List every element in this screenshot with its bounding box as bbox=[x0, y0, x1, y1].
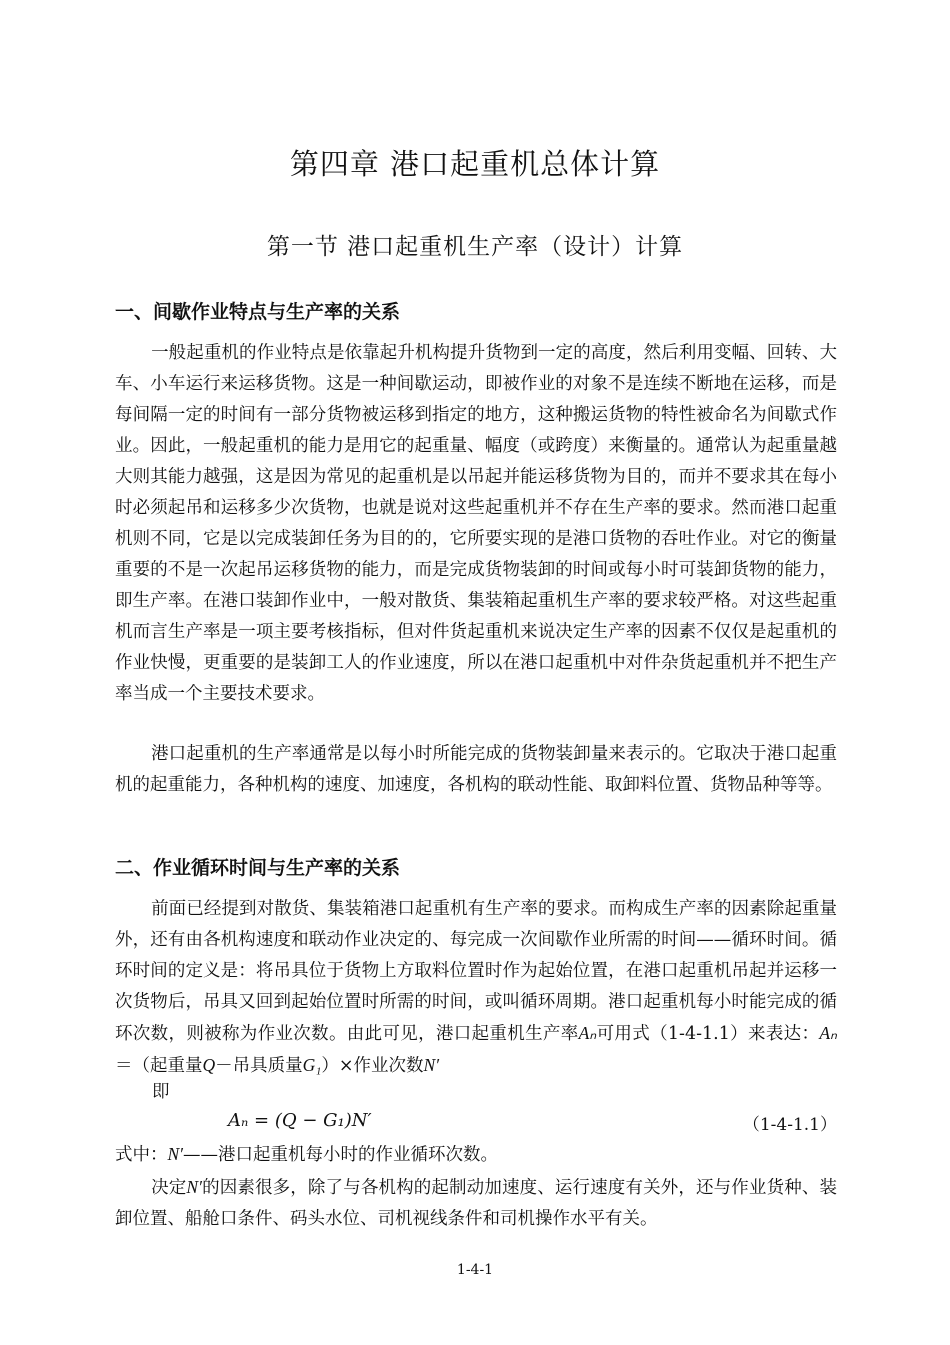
paragraph-3-tail-c: －吊具质量 bbox=[215, 1056, 303, 1076]
paragraph-4-a: 决定 bbox=[151, 1178, 187, 1198]
symbol-Nprime: N′ bbox=[423, 1055, 440, 1075]
symbol-Q: Q bbox=[202, 1055, 216, 1075]
paragraph-1-text: 一般起重机的作业特点是依靠起升机构提升货物到一定的高度，然后利用变幅、回转、大车、小车运行来运移货物。这是一种间歇运动，即被作业的对象不是连续不断地在运移，而是每间隔一定的时间有一部分货物被运移到指定的地方，这种搬运货物的特性被命名为间歇式作业。因此，一般起重机的能力是用它的起重量、幅度（或跨度）来衡量的。通常认为起重量越大则其能力越强，这是因为常见的起重机是以吊起并能运移货物为目的，而并不要求其在每小时必须起吊和运移多少次货物，也就是说对这些起重机并不存在生产率的要求。然而港口起重机则不同，它是以完成装卸任务为目的的，它所要实现的是港口货物的吞吐作业。对它的衡量重要的不是一次起吊运移货物的能力，而是完成货物装卸的时间或每小时可装卸货物的能力，即生产率。在港口装卸作业中，一般对散货、集装箱起重机生产率的要求较严格。对这些起重机而言生产率是一项主要考核指标，但对件货起重机来说决定生产率的因素不仅仅是起重机的作业快慢，更重要的是装卸工人的作业速度，所以在港口起重机中对件杂货起重机并不把生产率当成一个主要技术要求。 bbox=[115, 343, 837, 704]
paragraph-2-text: 港口起重机的生产率通常是以每小时所能完成的货物装卸量来表示的。它取决于港口起重机的起重能力，各种机构的速度、加速度，各机构的联动性能、取卸料位置、货物品种等等。 bbox=[115, 744, 837, 795]
symbol-Nprime-3: N′ bbox=[186, 1177, 202, 1197]
paragraph-3 bbox=[115, 894, 837, 1082]
symbol-G1: G₁ bbox=[302, 1055, 322, 1075]
paragraph-3-tail-a: 可用式（1-4-1.1）来表达： bbox=[596, 1024, 820, 1044]
page-number: 1-4-1 bbox=[456, 1262, 494, 1278]
paragraph-4-b: 的因素很多，除了与各机构的起制动加速度、运行速度有关外，还与作业货种、装卸位置、船舱口条件、码头水位、司机视线条件和司机操作水平有关。 bbox=[115, 1178, 837, 1229]
paragraph-3-tail-b: ＝（起重量 bbox=[115, 1056, 203, 1076]
paragraph-2 bbox=[115, 739, 837, 801]
paragraph-3-tail-d: ）×作业次数 bbox=[321, 1056, 424, 1076]
paragraph-1 bbox=[115, 338, 837, 710]
where-prefix: 式中： bbox=[115, 1145, 168, 1165]
symbol-An-2: Aₙ bbox=[819, 1023, 837, 1043]
heading-1: 一、间歇作业特点与生产率的关系 bbox=[115, 301, 401, 323]
equation-number: （1-4-1.1） bbox=[742, 1115, 837, 1135]
chapter-title: 第四章 港口起重机总体计算 bbox=[289, 147, 661, 181]
paragraph-4 bbox=[115, 1172, 837, 1235]
paragraph-3-text: 前面已经提到对散货、集装箱港口起重机有生产率的要求。而构成生产率的因素除起重量外，还有由各机构速度和联动作业决定的、每完成一次间歇作业所需的时间——循环时间。循环时间的定义是：将吊具位于货物上方取料位置时作为起始位置，在港口起重机吊起并运移一次货物后，吊具又回到起始位置时所需的时间，或叫循环周期。港口起重机每小时能完成的循环次数，则被称为作业次数。由此可见，港口起重机生产率 bbox=[115, 899, 837, 1044]
section-title: 第一节 港口起重机生产率（设计）计算 bbox=[266, 234, 684, 260]
equation: Aₙ = (Q − G₁)N′ bbox=[228, 1110, 372, 1131]
ji-label: 即 bbox=[152, 1082, 170, 1102]
symbol-An: Aₙ bbox=[578, 1023, 597, 1043]
where-text: ——港口起重机每小时的作业循环次数。 bbox=[183, 1145, 499, 1165]
where-line bbox=[115, 1141, 498, 1166]
heading-2: 二、作业循环时间与生产率的关系 bbox=[115, 857, 401, 879]
symbol-Nprime-2: N′ bbox=[167, 1144, 184, 1164]
